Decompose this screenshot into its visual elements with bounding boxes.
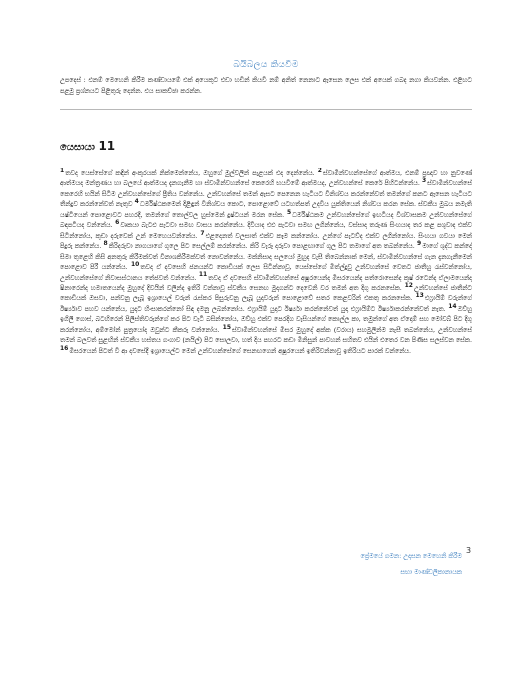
footer-line-2: සභා මාණ්ඩලිකානායක [400,568,462,576]
chapter-number: 11 [98,139,116,153]
verse [104,242,418,250]
verse-number: 7 [200,229,205,237]
footer [360,548,462,580]
verse-number: 10 [131,260,140,268]
verse-number: 2 [317,168,322,174]
verse-text: වෘකයා බැටළු පැටවා සමඟ වාසය කරන්නේය. දිවියාද එළු පැටවා සමඟ ලගින්නේය, වස්සාද තරුණ සිංහයාද තර කළ පශුවාද එක්ව සිටින්නෝය, කුඩා දරුවෙක් උන් මෙහෙයවන්නේය. [60,221,472,240]
verse-text: තවද යෙස්සේගේ කඳින් අංකුරයක් නික්මෙන්නේය, ඔහුගේ මුල්වලින් පැළයක් එද දෙන්නේය. [65,169,315,177]
verse-text: ඔව්හු ඉගිලී ගොස්, බටහිරෙන් පිලිස්තිවරුන්ගේ කර පිට වැටී බසින්නෝය, ඔව්හු එක්ව පෙරදිග වැසියන්ගේ කොල්ල කා, තමුන්ගේ අත ඒදොම් සහ මෝවබ් පිට දිගු කරන්නෝය, අම්මෝන් පුත්‍රයෝද ඔවුන්ට කීකරු වන්නෝය. [60,304,472,334]
divider [60,109,472,110]
verse-number: 1 [60,168,65,174]
verse-text: මාගේ ශුද්ධ කන්දේ සිමා තුළෙහි කිසි අනතුරු කිරීමක්වත් විනාශකිරීමක්වත් නොවන්නේය. මක්නිසාද සලයෝ මුහුද වැසී තිබෙන්නාක් මෙන්, ස්වාමීන්වහන්සේ ගැන දැනගැනීමෙන් පොළොව පිරී යන්නේය. [60,242,472,272]
book-name: යෙසායා [60,142,95,153]
verse-text: ස්වාමීන්වහන්සේ කෙරෙහි භයින් සිටීම උන්වහන්සේගේ ප්‍රීතිය වන්නේය. උන්වහන්සේ තමන් ඇසට පෙනෙන හැටියට විනිශ්චය කරන්නේවත් තමන්ගේ කනට ඇසෙන හැටියට තීන්දුව කරන්නේවත් නැතුව [60,179,472,209]
verse-text: ස්වාමීන්වහන්සේගේ ආත්මය, එනම් ප්‍රඥාව හා නුවණේ ආත්මයද මන්ත්‍රණය හා බලයේ ආත්මයද දැනගැනීම හා ස්වාමීන්වහන්සේ කෙරෙහි භයවීමේ ආත්මයද, උන්වහන්සේ කෙරේ පිහිටන්නේය. [60,169,472,188]
verse-text: ධර්මිෂ්ඨකමෙන් දිළිඳුන් විනිශ්චය කොට, පොළොවේ යටහත්පත් උදවිය යුක්තියෙන් නිශ්චය කරන සේක. ස්වකීය මුඛය නමැති යෂ්ටියෙන් පොළොවට පහරදී, තමන්ගේ තොල්වල හුස්මෙන් දුෂ්ටයන් මරන සේක. [60,200,472,219]
verse-number: 16 [60,344,69,352]
verse-number: 4 [134,198,139,206]
verse-number: 9 [417,240,422,248]
verse-text: එෆ්‍රායිම් වරුන්ගේ ඊර්ෂ්‍යාව පහව යන්නේය, යුදාට හිංසාකරන්නෝ සිඳ දමනු ලබන්නෝය. එෆ්‍රායිම් යුදාට ඊර්ෂ්‍යා කරන්නේවත් යුදා එෆ්‍රායිම්ට ඊර්ෂ්‍යාකරන්නේවත් නැත. [60,294,472,313]
verse [60,169,318,177]
verse-text: තවද ඒ දවසෙහි ස්වාමීන්වහන්සේ අෂූරයෙන්ද මිසරයෙන්ද පත්රොසෙන්ද කුෂ් රටෙන්ද ඒලාමයෙන්ද ෂිනාරෙන්ද හමාතයෙන්ද මුහුදේ දිවයින් වලින්ද ඉතිරි වන්නාවූ ස්වකීය සෙනඟ මුදාගන්ට දෙවෙනි වර තමන් අත දිගු කරනසේක. [60,273,472,292]
verse-number: 8 [103,240,108,248]
verse-number: 5 [286,208,292,216]
page-title: බයිබලය කියවීම [233,60,299,70]
chapter-heading [60,139,115,153]
instructions-paragraph: උපදෙස් : එනම් මෙහෙනි කිරීම කණ්ඩායමේ එක් අයෙකුට එඩා හඩින් කියවී නම් අනිත් නෙනාට ඇසෙන ලෙස එක් අයෙක් ගබද නගා කියවන්න. එළිහට පළමු ප්‍රශ්නයට පිළිතුරු දෙන්න. එය සාකච්ඡා කරන්න. [60,76,472,95]
page-number: 3 [466,546,472,555]
verse-number: 6 [115,219,120,227]
verse-text: උන්වහන්සේ ජාතීන්ට කොඩියක් ඔසවා, පන්වනු ලැබූ ඉශ්‍රායෙල් වරුන් රැස්කර පිසුරුවනු ලැබූ යුදාවරුන් පොළොවේ සතර කෙළවරින් එකතු කරනසේක. [60,283,472,303]
verse-number: 15 [222,323,232,331]
verse-number: 12 [404,281,413,289]
verse-number: 11 [198,271,208,279]
verse-text: තවද ඒ දවසෙහි ජනයන්ට කොඩියක් ලෙස සිටින්නාවූ, යෙස්සේගේ මිත්ල්දුවු උන්වහන්සේ වෙතට ජාතීහු රැස්වන්නෝය, උන්වහන්සේගේ නිවාසස්ථානය තේජවත් වන්නේය. [60,263,472,282]
footer-line-1: ප්‍රේමයේ ගමන: උදාසන මෙහෙනි කිරීම [360,552,462,560]
verse-number: 3 [421,177,427,185]
verse-number: 14 [448,302,457,310]
scripture-text [60,168,472,356]
verse-text: ස්වාමීන්වහන්සේ මිසර මුහුදේ අක්ක (වරාය) සහමුලින්ම නැසී තබන්නේය, උන්වහන්සේ තමන් බලවත් සුළඟින් ස්වකීය හස්තය ගංගාව (නයිල්) පිට සොලවා, හත් දිය පහරට කඩා මිනිසුන් පාවහන් සහිතව එයින් එතෙර වන පිණිස සලස්වන සේක. [60,325,472,345]
verse-text: මිසරයෙන් පිටත් වී ආ දවසේදී ඉශ්‍රායෙල්ට මෙන් උන්වහන්සේගේ සෙනඟගෙන් අෂූරයෙන් ඉතිරිවන්නාවූ ඉතිරියට පාරක් වන්නේය. [69,346,412,355]
verse-text: එළදෙනත් වලසාත් එක්ව කෑම කන්නෝය. උන්ගේ පැටව්ද එක්ව ලගින්නෝය. සිංහයා ගවයා මෙන් පිදුරු කන්නේය. [60,231,472,251]
verse-text: ධර්මිෂ්ඨකම උන්වහන්සේගේ ඉඟටියද විශ්වාසකම උන්වහන්සේගේ බඳපටියද වන්නේය. [60,210,472,230]
verse [60,344,412,355]
verse-text: කිරිදරුවා නාගයාගේ ගුලෙ පිට සෙල්ලම් කරන්නේය. කිරි වැරූ දරුවා පොළඟාගේ ගුල පිට තමාගේ අත තබන්නේය. [108,242,415,251]
verse-number: 13 [415,292,424,300]
